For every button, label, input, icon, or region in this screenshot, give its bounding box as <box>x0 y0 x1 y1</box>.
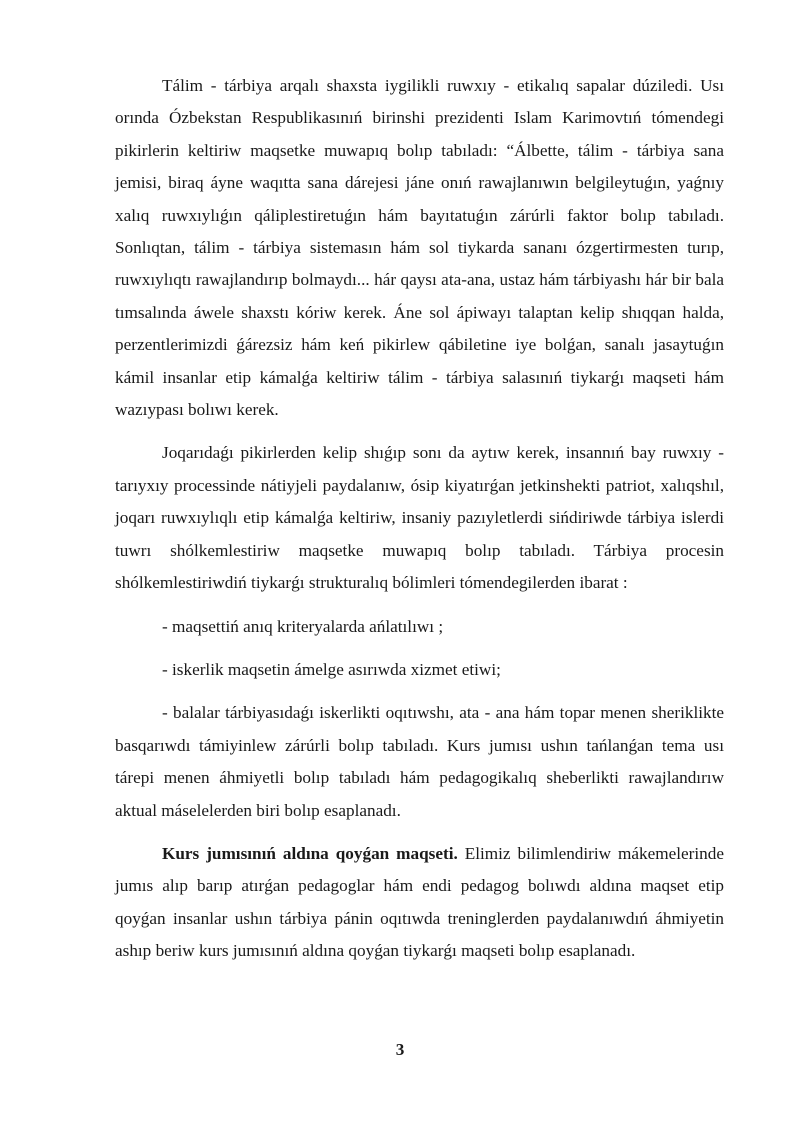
list-item-activity: - iskerlik maqsetin ámelge asırıwda xizmet etiwi; <box>162 659 501 679</box>
goal-heading: Kurs jumısınıń aldına qoyǵan maqseti. <box>162 843 458 863</box>
document-body <box>115 70 724 979</box>
paragraph-intro: Tálim - tárbiya arqalı shaxsta iygilikli ruwxıy - etikalıq sapalar dúziledi. Usı orında Ózbekstan Respublikasınıń birinshi prezidenti Islam Karimovtıń tómendegi pikirlerin keltiriw maqsetke muwapıq bolıp tabıladı: “Álbette, tálim - tárbiya sana jemisi, biraq áyne waqıtta sana dárejesi jáne onıń rawajlanıwın belgileytuǵın, yaǵnıy xalıq ruwxıylıǵın qáliplestiretuǵın hám bayıtatuǵın zárúrli faktor bolıp tabıladı. Sonlıqtan, tálim - tárbiya sistemasın hám sol tiykarda sananı ózgertirmesten turıp, ruwxıylıqtı rawajlandırıp bolmaydı... hár qaysı ata-ana, ustaz hám tárbiyashı hár bir bala tımsalında áwele shaxstı kóriw kerek. Áne sol ápiwayı talaptan kelip shıqqan halda, perzentlerimizdi ǵárezsiz hám keń pikirlew qábiletine iye bolǵan, sanalı jasaytuǵın kámil insanlar etip kámalǵa keltiriw tálim - tárbiya salasınıń tiykarǵı maqseti hám wazıypası bolıwı kerek. <box>115 76 724 420</box>
list-item-criteria: - maqsettiń anıq kriteryalarda ańlatılıwı ; <box>162 616 444 636</box>
goal-text: Elimiz bilimlendiriw mákemelerinde jumıs alıp barıp atırǵan pedagoglar hám endi pedagog bolıwdı aldına maqset etip qoyǵan insanlar ushın tárbiya pánin oqıtıwda treninglerden paydalanıwdıń áhmiyetin ashıp beriw kurs jumısınıń aldına qoyǵan tiykarǵı maqseti bolıp esaplanadı. <box>115 843 724 961</box>
paragraph-goal <box>115 838 724 968</box>
paragraph-structure: Joqarıdaǵı pikirlerden kelip shıǵıp sonı da aytıw kerek, insannıń bay ruwxıy - tarıyxıy processinde nátiyjeli paydalanıw, ósip kiyatırǵan jetkinshekti patriot, xalıqshıl, joqarı ruwxıylıqlı etip kámalǵa keltiriw, insaniy pazıyletlerdi sińdiriwde tárbiya islerdi tuwrı shólkemlestiriw maqsetke muwapıq bolıp tabıladı. Tárbiya procesin shólkemlestiriwdiń tiykarǵı strukturalıq bólimleri tómendegilerden ibarat : <box>115 443 724 593</box>
page-number: 3 <box>395 1040 405 1059</box>
list-item-cooperation: - balalar tárbiyasıdaǵı iskerlikti oqıtıwshı, ata - ana hám topar menen sheriklikte basqarıwdı támiyinlew zárúrli bolıp tabıladı. Kurs jumısı ushın tańlanǵan tema usı tárepi menen áhmiyetli bolıp tabıladı hám pedagogikalıq sheberlikti rawajlandırıw aktual máselelerden biri bolıp esaplanadı. <box>115 703 724 820</box>
